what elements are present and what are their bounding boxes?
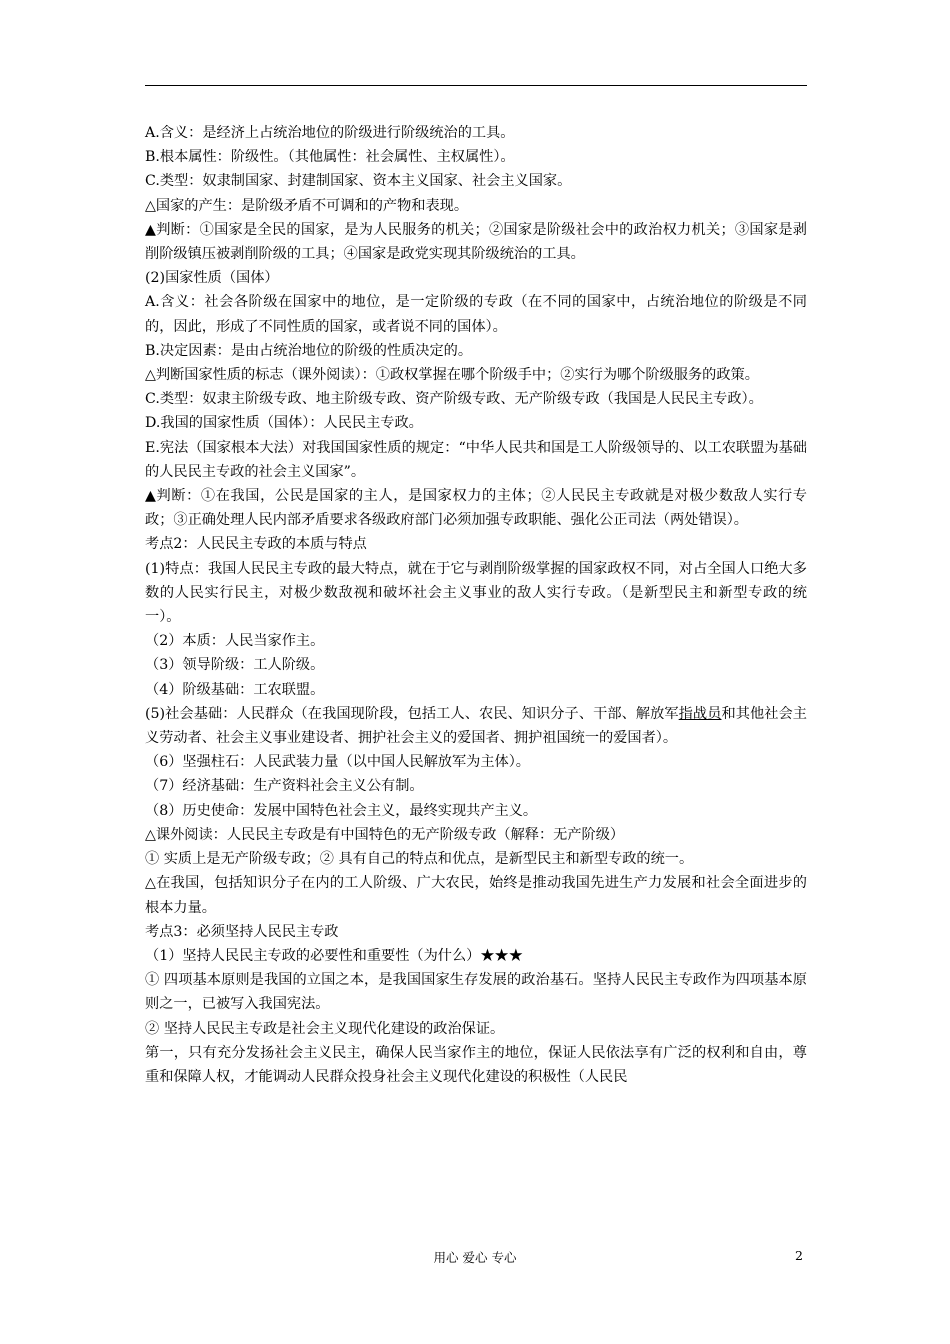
page-number: 2: [795, 1248, 803, 1263]
paragraph: (2)国家性质（国体）: [145, 270, 279, 287]
paragraph: （1）坚持人民民主专政的必要性和重要性（为什么）★★★: [145, 947, 523, 964]
section-heading: 考点3：必须坚持人民民主专政: [145, 923, 339, 940]
paragraph: （8）历史使命：发展中国特色社会主义，最终实现共产主义。: [145, 802, 538, 819]
paragraph: ▲判断：①在我国，公民是国家的主人，是国家权力的主体；②人民民主专政就是对极少数敌人实行专政；③正确处理人民内部矛盾要求各级政府部门必须加强专政职能、强化公正司法（两处错误）。: [145, 488, 807, 529]
paragraph: 第一，只有充分发扬社会主义民主，确保人民当家作主的地位，保证人民依法享有广泛的权利和自由，尊重和保障人权，才能调动人民群众投身社会主义现代化建设的积极性（人民民: [145, 1044, 807, 1085]
paragraph: （2）本质：人民当家作主。: [145, 633, 325, 650]
paragraph: [145, 702, 807, 750]
paragraph: △国家的产生：是阶级矛盾不可调和的产物和表现。: [145, 197, 469, 214]
paragraph: (1)特点：我国人民民主专政的最大特点，就在于它与剥削阶级掌握的国家政权不同，对占全国人口绝大多数的人民实行民主，对极少数敌视和破坏社会主义事业的敌人实行专政。（是新型民主和新型专政的统一）。: [145, 560, 807, 626]
paragraph: B.根本属性：阶级性。（其他属性：社会属性、主权属性）。: [145, 149, 515, 166]
paragraph: ① 实质上是无产阶级专政；② 具有自己的特点和优点，是新型民主和新型专政的统一。: [145, 851, 694, 868]
paragraph: ① 四项基本原则是我国的立国之本，是我国国家生存发展的政治基石。坚持人民民主专政作为四项基本原则之一，已被写入我国宪法。: [145, 972, 807, 1013]
paragraph: （3）领导阶级：工人阶级。: [145, 657, 325, 674]
header-rule: [145, 85, 807, 86]
paragraph: C.类型：奴隶主阶级专政、地主阶级专政、资产阶级专政、无产阶级专政（我国是人民民主专政）。: [145, 391, 763, 408]
paragraph: C.类型：奴隶制国家、封建制国家、资本主义国家、社会主义国家。: [145, 173, 572, 190]
paragraph: （6）坚强柱石：人民武装力量（以中国人民解放军为主体）。: [145, 754, 530, 771]
paragraph: E.宪法（国家根本大法）对我国国家性质的规定：“中华人民共和国是工人阶级领导的、以工农联盟为基础的人民民主专政的社会主义国家”。: [145, 439, 807, 480]
footer-text: 用心 爱心 专心: [433, 1250, 517, 1265]
section-heading: 考点2：人民民主专政的本质与特点: [145, 536, 367, 553]
paragraph: ② 坚持人民民主专政是社会主义现代化建设的政治保证。: [145, 1020, 505, 1037]
paragraph: ▲判断：①国家是全民的国家，是为人民服务的机关；②国家是阶级社会中的政治权力机关；③国家是剥削阶级镇压被剥削阶级的工具；④国家是政党实现其阶级统治的工具。: [145, 221, 807, 263]
underlined-term: 指战员: [678, 705, 722, 722]
paragraph: A.含义：是经济上占统治地位的阶级进行阶级统治的工具。: [145, 125, 515, 141]
paragraph: D.我国的国家性质（国体）：人民民主专政。: [145, 415, 423, 432]
paragraph: B.决定因素：是由占统治地位的阶级的性质决定的。: [145, 342, 473, 359]
document-body: [145, 121, 807, 1089]
text-run: 和其他社会主义劳动者、社会主义事业建设者、拥护社会主义的爱国者、拥护祖国统一的爱国者）。: [145, 705, 807, 747]
paragraph: （4）阶级基础：工农联盟。: [145, 681, 325, 698]
paragraph: A.含义：社会各阶级在国家中的地位，是一定阶级的专政（在不同的国家中，占统治地位的阶级是不同的，因此，形成了不同性质的国家，或者说不同的国体）。: [145, 294, 807, 335]
paragraph: △判断国家性质的标志（课外阅读）：①政权掌握在哪个阶级手中；②实行为哪个阶级服务的政策。: [145, 367, 759, 384]
text-run: (5)社会基础：人民群众（在我国现阶段，包括工人、农民、知识分子、干部、解放军: [145, 705, 679, 722]
paragraph: △课外阅读：人民民主专政是有中国特色的无产阶级专政（解释：无产阶级）: [145, 826, 625, 843]
paragraph: （7）经济基础：生产资料社会主义公有制。: [145, 778, 424, 795]
paragraph: △在我国，包括知识分子在内的工人阶级、广大农民，始终是推动我国先进生产力发展和社会全面进步的根本力量。: [145, 875, 807, 916]
